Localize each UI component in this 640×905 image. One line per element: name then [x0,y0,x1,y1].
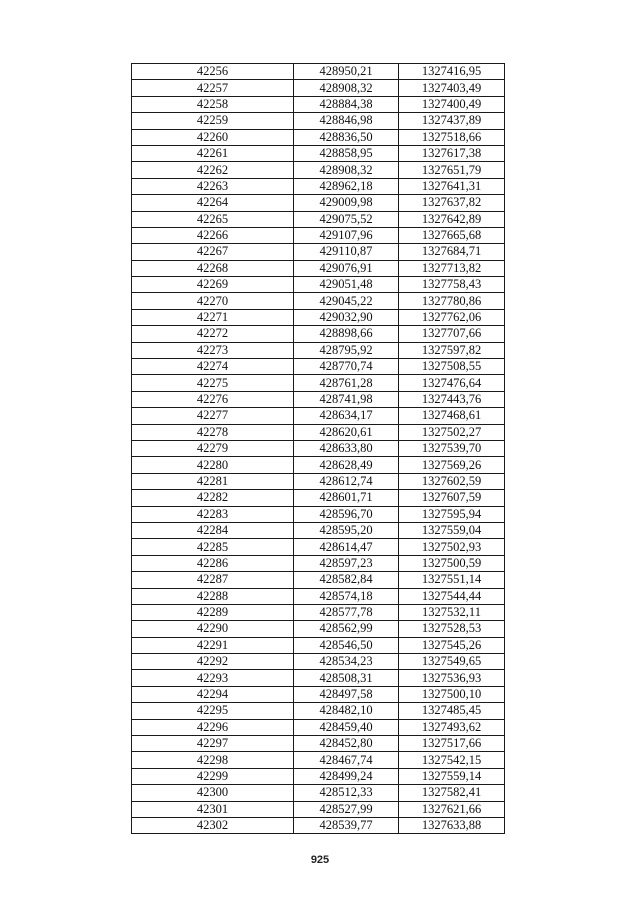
table-row [132,162,505,178]
point-number-cell: 42285 [132,539,294,555]
y-coordinate-cell: 1327443,76 [399,391,505,407]
point-number-cell: 42290 [132,621,294,637]
point-number-cell: 42272 [132,326,294,342]
x-coordinate-cell: 428884,38 [294,96,399,112]
y-coordinate-cell: 1327468,61 [399,408,505,424]
point-number-cell: 42273 [132,342,294,358]
point-number-cell: 42260 [132,129,294,145]
x-coordinate-cell: 428836,50 [294,129,399,145]
x-coordinate-cell: 428628,49 [294,457,399,473]
table-row [132,178,505,194]
point-number-cell: 42276 [132,391,294,407]
x-coordinate-cell: 428612,74 [294,473,399,489]
x-coordinate-cell: 428858,95 [294,145,399,161]
x-coordinate-cell: 429009,98 [294,195,399,211]
table-row [132,145,505,161]
point-number-cell: 42258 [132,96,294,112]
table-row [132,391,505,407]
table-row [132,113,505,129]
x-coordinate-cell: 428574,18 [294,588,399,604]
coordinates-table-body [132,64,505,834]
point-number-cell: 42297 [132,736,294,752]
table-row [132,80,505,96]
y-coordinate-cell: 1327549,65 [399,654,505,670]
y-coordinate-cell: 1327500,10 [399,686,505,702]
x-coordinate-cell: 429045,22 [294,293,399,309]
table-row [132,64,505,80]
table-row [132,244,505,260]
x-coordinate-cell: 428908,32 [294,80,399,96]
point-number-cell: 42289 [132,604,294,620]
point-number-cell: 42294 [132,686,294,702]
point-number-cell: 42283 [132,506,294,522]
y-coordinate-cell: 1327597,82 [399,342,505,358]
point-number-cell: 42261 [132,145,294,161]
table-row [132,195,505,211]
x-coordinate-cell: 428597,23 [294,555,399,571]
x-coordinate-cell: 428741,98 [294,391,399,407]
table-row [132,572,505,588]
y-coordinate-cell: 1327508,55 [399,359,505,375]
y-coordinate-cell: 1327633,88 [399,817,505,833]
table-row [132,785,505,801]
point-number-cell: 42295 [132,703,294,719]
y-coordinate-cell: 1327502,27 [399,424,505,440]
table-row [132,473,505,489]
table-row [132,96,505,112]
point-number-cell: 42274 [132,359,294,375]
x-coordinate-cell: 428512,33 [294,785,399,801]
table-row [132,375,505,391]
x-coordinate-cell: 428452,80 [294,736,399,752]
y-coordinate-cell: 1327542,15 [399,752,505,768]
point-number-cell: 42270 [132,293,294,309]
x-coordinate-cell: 429107,96 [294,227,399,243]
table-row [132,654,505,670]
y-coordinate-cell: 1327517,66 [399,736,505,752]
y-coordinate-cell: 1327602,59 [399,473,505,489]
table-row [132,686,505,702]
x-coordinate-cell: 428761,28 [294,375,399,391]
point-number-cell: 42265 [132,211,294,227]
table-row [132,506,505,522]
point-number-cell: 42259 [132,113,294,129]
x-coordinate-cell: 428595,20 [294,522,399,538]
x-coordinate-cell: 428577,78 [294,604,399,620]
y-coordinate-cell: 1327707,66 [399,326,505,342]
point-number-cell: 42279 [132,440,294,456]
y-coordinate-cell: 1327476,64 [399,375,505,391]
y-coordinate-cell: 1327758,43 [399,277,505,293]
table-row [132,588,505,604]
y-coordinate-cell: 1327713,82 [399,260,505,276]
table-row [132,522,505,538]
table-row [132,277,505,293]
point-number-cell: 42256 [132,64,294,80]
y-coordinate-cell: 1327502,93 [399,539,505,555]
page-number: 925 [310,854,330,866]
x-coordinate-cell: 428582,84 [294,572,399,588]
point-number-cell: 42277 [132,408,294,424]
point-number-cell: 42266 [132,227,294,243]
x-coordinate-cell: 428539,77 [294,817,399,833]
x-coordinate-cell: 428634,17 [294,408,399,424]
point-number-cell: 42302 [132,817,294,833]
y-coordinate-cell: 1327545,26 [399,637,505,653]
y-coordinate-cell: 1327617,38 [399,145,505,161]
table-row [132,457,505,473]
table-row [132,703,505,719]
x-coordinate-cell: 429075,52 [294,211,399,227]
x-coordinate-cell: 428795,92 [294,342,399,358]
x-coordinate-cell: 428497,58 [294,686,399,702]
y-coordinate-cell: 1327780,86 [399,293,505,309]
table-row [132,211,505,227]
y-coordinate-cell: 1327493,62 [399,719,505,735]
y-coordinate-cell: 1327637,82 [399,195,505,211]
point-number-cell: 42282 [132,490,294,506]
y-coordinate-cell: 1327684,71 [399,244,505,260]
table-row [132,719,505,735]
table-row [132,260,505,276]
x-coordinate-cell: 429110,87 [294,244,399,260]
table-row [132,408,505,424]
y-coordinate-cell: 1327582,41 [399,785,505,801]
y-coordinate-cell: 1327595,94 [399,506,505,522]
table-row [132,621,505,637]
y-coordinate-cell: 1327485,45 [399,703,505,719]
y-coordinate-cell: 1327551,14 [399,572,505,588]
table-row [132,129,505,145]
x-coordinate-cell: 428596,70 [294,506,399,522]
y-coordinate-cell: 1327539,70 [399,440,505,456]
y-coordinate-cell: 1327416,95 [399,64,505,80]
point-number-cell: 42278 [132,424,294,440]
table-row [132,604,505,620]
x-coordinate-cell: 428962,18 [294,178,399,194]
point-number-cell: 42271 [132,309,294,325]
x-coordinate-cell: 428601,71 [294,490,399,506]
y-coordinate-cell: 1327403,49 [399,80,505,96]
x-coordinate-cell: 428633,80 [294,440,399,456]
y-coordinate-cell: 1327569,26 [399,457,505,473]
point-number-cell: 42262 [132,162,294,178]
table-row [132,490,505,506]
x-coordinate-cell: 429051,48 [294,277,399,293]
y-coordinate-cell: 1327651,79 [399,162,505,178]
table-row [132,309,505,325]
table-row [132,342,505,358]
x-coordinate-cell: 428562,99 [294,621,399,637]
table-row [132,555,505,571]
point-number-cell: 42280 [132,457,294,473]
y-coordinate-cell: 1327762,06 [399,309,505,325]
point-number-cell: 42264 [132,195,294,211]
x-coordinate-cell: 428508,31 [294,670,399,686]
point-number-cell: 42301 [132,801,294,817]
point-number-cell: 42288 [132,588,294,604]
y-coordinate-cell: 1327607,59 [399,490,505,506]
x-coordinate-cell: 428459,40 [294,719,399,735]
point-number-cell: 42293 [132,670,294,686]
point-number-cell: 42267 [132,244,294,260]
y-coordinate-cell: 1327621,66 [399,801,505,817]
x-coordinate-cell: 428770,74 [294,359,399,375]
table-row [132,801,505,817]
x-coordinate-cell: 428950,21 [294,64,399,80]
y-coordinate-cell: 1327641,31 [399,178,505,194]
x-coordinate-cell: 428534,23 [294,654,399,670]
x-coordinate-cell: 429032,90 [294,309,399,325]
table-row [132,359,505,375]
y-coordinate-cell: 1327518,66 [399,129,505,145]
x-coordinate-cell: 428527,99 [294,801,399,817]
x-coordinate-cell: 428467,74 [294,752,399,768]
table-row [132,768,505,784]
table-row [132,424,505,440]
y-coordinate-cell: 1327559,14 [399,768,505,784]
table-row [132,293,505,309]
point-number-cell: 42257 [132,80,294,96]
y-coordinate-cell: 1327500,59 [399,555,505,571]
y-coordinate-cell: 1327437,89 [399,113,505,129]
y-coordinate-cell: 1327528,53 [399,621,505,637]
x-coordinate-cell: 429076,91 [294,260,399,276]
table-row [132,326,505,342]
point-number-cell: 42298 [132,752,294,768]
x-coordinate-cell: 428620,61 [294,424,399,440]
y-coordinate-cell: 1327400,49 [399,96,505,112]
table-row [132,637,505,653]
point-number-cell: 42263 [132,178,294,194]
y-coordinate-cell: 1327642,89 [399,211,505,227]
point-number-cell: 42300 [132,785,294,801]
table-row [132,817,505,833]
y-coordinate-cell: 1327559,04 [399,522,505,538]
x-coordinate-cell: 428482,10 [294,703,399,719]
table-row [132,752,505,768]
table-row [132,670,505,686]
coordinates-table [131,63,505,834]
point-number-cell: 42296 [132,719,294,735]
table-row [132,539,505,555]
point-number-cell: 42299 [132,768,294,784]
x-coordinate-cell: 428898,66 [294,326,399,342]
x-coordinate-cell: 428499,24 [294,768,399,784]
table-row [132,736,505,752]
point-number-cell: 42281 [132,473,294,489]
x-coordinate-cell: 428846,98 [294,113,399,129]
x-coordinate-cell: 428908,32 [294,162,399,178]
point-number-cell: 42284 [132,522,294,538]
point-number-cell: 42275 [132,375,294,391]
y-coordinate-cell: 1327544,44 [399,588,505,604]
y-coordinate-cell: 1327665,68 [399,227,505,243]
y-coordinate-cell: 1327536,93 [399,670,505,686]
point-number-cell: 42269 [132,277,294,293]
table-row [132,227,505,243]
table-row [132,440,505,456]
point-number-cell: 42268 [132,260,294,276]
point-number-cell: 42291 [132,637,294,653]
point-number-cell: 42287 [132,572,294,588]
point-number-cell: 42292 [132,654,294,670]
x-coordinate-cell: 428546,50 [294,637,399,653]
y-coordinate-cell: 1327532,11 [399,604,505,620]
point-number-cell: 42286 [132,555,294,571]
x-coordinate-cell: 428614,47 [294,539,399,555]
